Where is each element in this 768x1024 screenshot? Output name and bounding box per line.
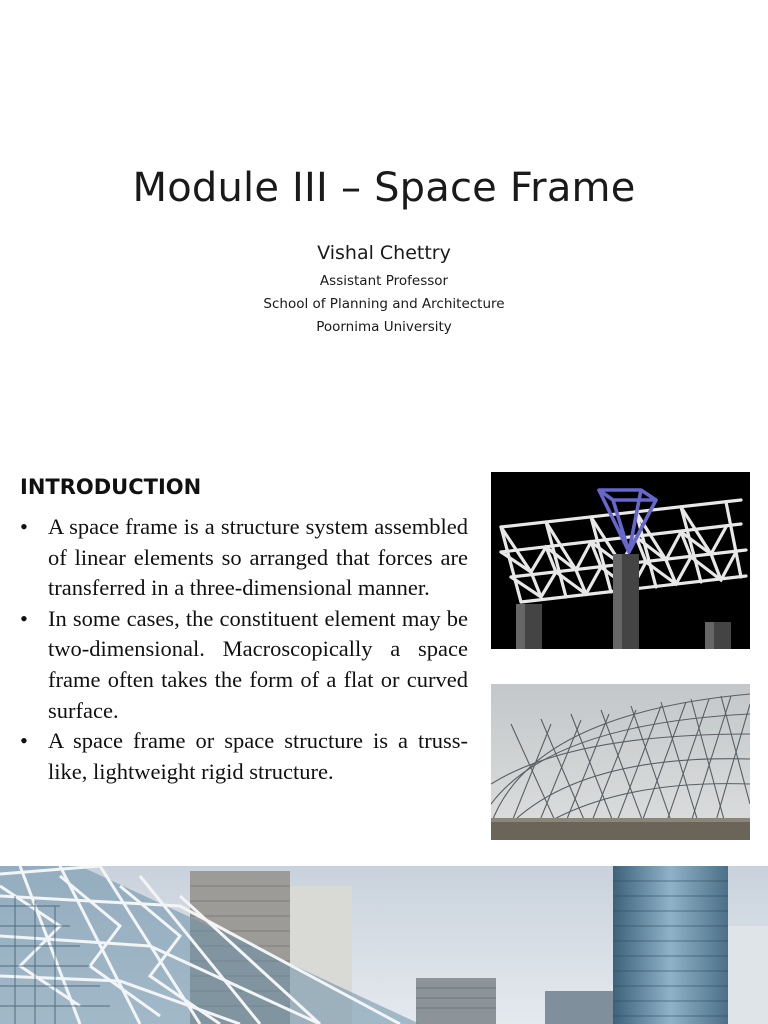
list-item [18,726,468,787]
introduction-slide [0,440,768,865]
bullet-list [18,512,468,787]
space-frame-render-image [491,472,750,649]
space-frame-canopy-photo [0,866,768,1024]
bullet-marker: • [20,605,28,631]
author-name: Vishal Chettry [317,242,451,264]
list-item [18,512,468,604]
list-item [18,604,468,726]
author-position: Assistant Professor [319,273,449,289]
title-slide [0,0,768,440]
section-heading: INTRODUCTION [20,475,202,499]
curved-steel-frame-image [491,684,750,840]
bullet-marker: • [20,514,28,539]
bullet-marker: • [20,728,28,754]
author-university: Poornima University [316,319,452,335]
bullet-text: A space frame or space structure is a truss-like, lightweight rigid structure. [48,728,468,784]
bullet-text: In some cases, the constituent element may be two-dimensional. Macroscopically a space frame often takes the form of a flat or curved surface. [48,605,468,723]
slide-title: Module III – Space Frame [132,165,636,211]
author-school: School of Planning and Architecture [263,296,505,312]
bullet-text: A space frame is a structure system assembled of linear elements so arranged that forces are transferred in a three-dimensional manner. [48,514,468,601]
